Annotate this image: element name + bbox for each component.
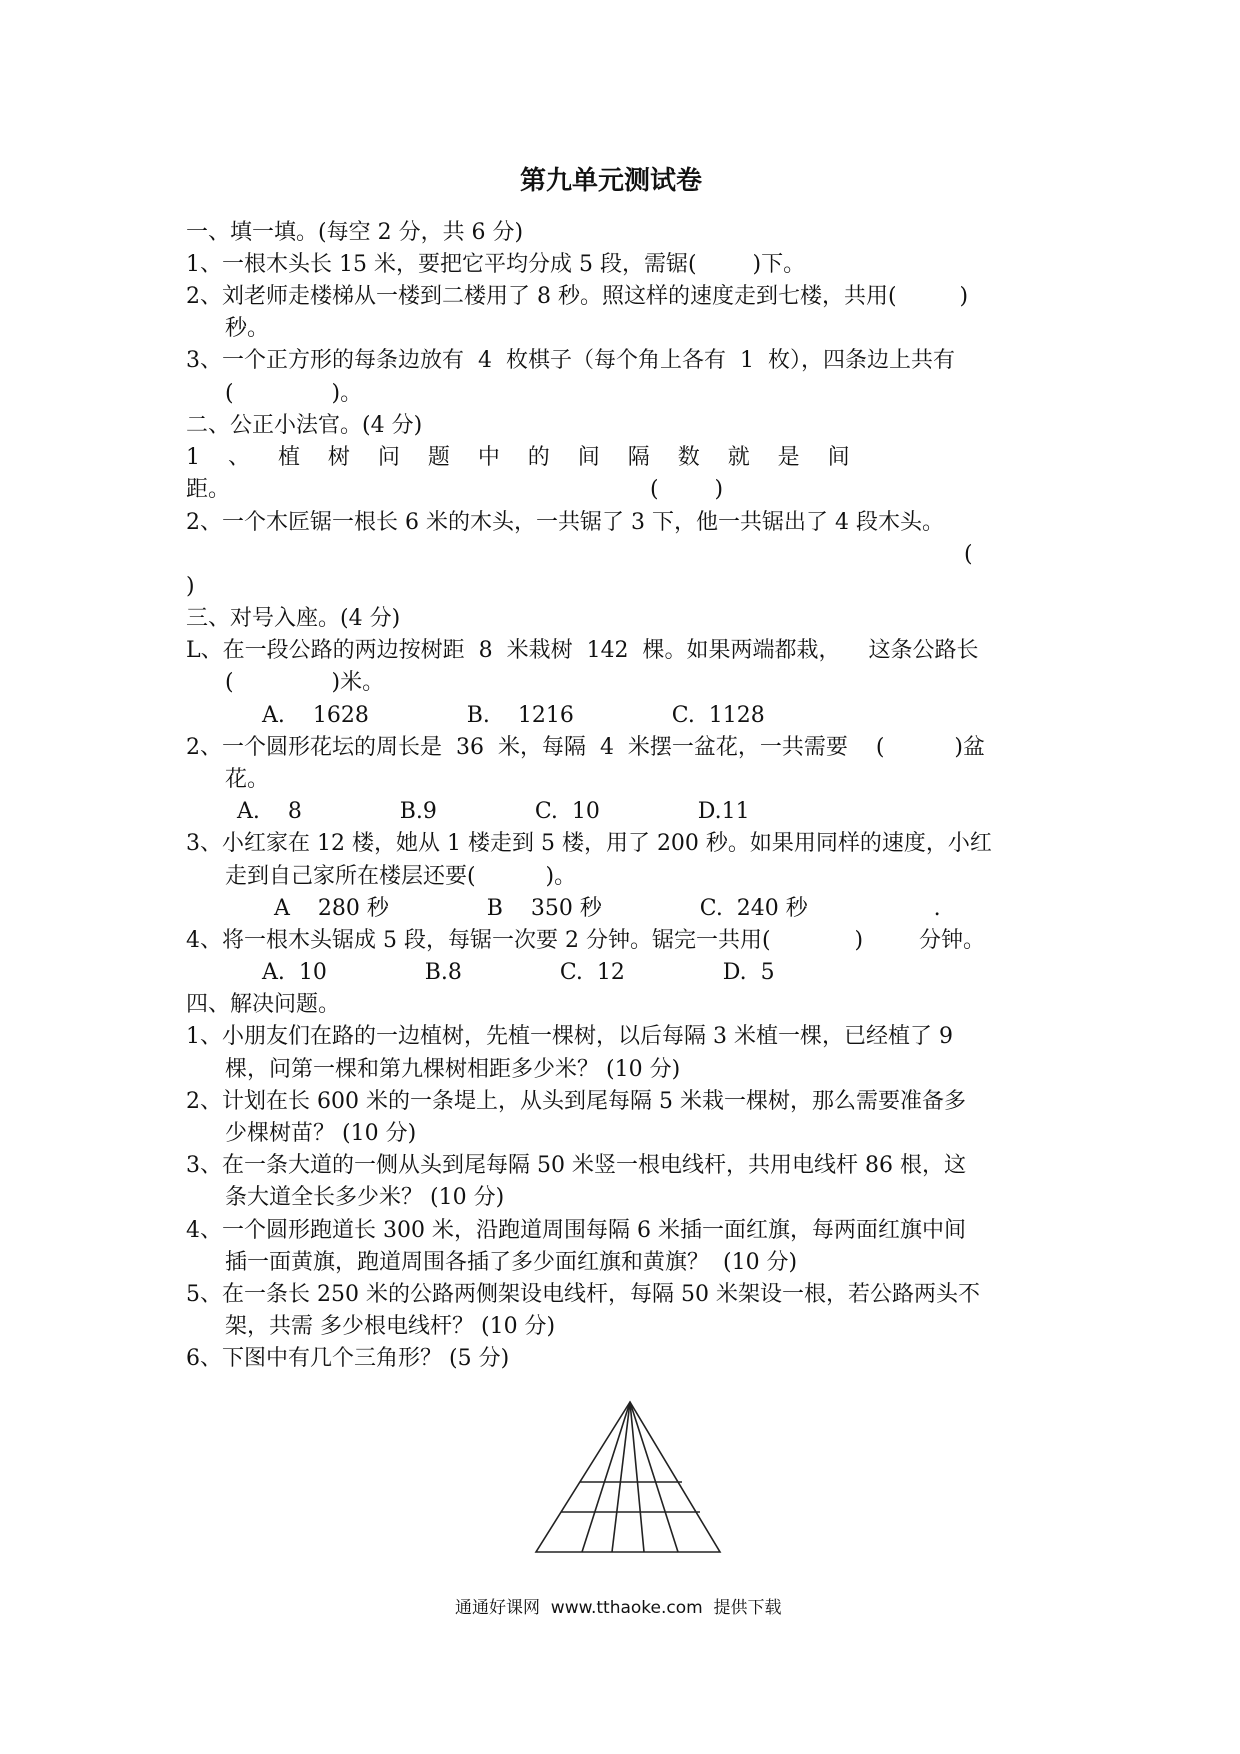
- question-3-2-line2: 花。: [225, 767, 270, 792]
- question-3-1-line1: L、在一段公路的两边按树距 8 米栽树 142 棵。如果两端都栽， 这条公路长: [186, 638, 979, 663]
- page-title: 第九单元测试卷: [520, 166, 703, 196]
- question-3-2-line1: 2、一个圆形花坛的周长是 36 米，每隔 4 米摆一盆花，一共需要 ( )盆: [186, 735, 986, 760]
- question-1-2-line2: 秒。: [225, 316, 270, 341]
- question-4-1-line2: 棵，问第一棵和第九棵树相距多少米？ (10 分): [225, 1057, 681, 1082]
- question-3-1-options: A. 1628 B. 1216 C. 1128: [262, 703, 765, 728]
- section-1-heading: 一、填一填。(每空 2 分，共 6 分): [186, 220, 524, 245]
- question-4-6: 6、下图中有几个三角形？ (5 分): [186, 1346, 510, 1371]
- answer-paren-open: (: [964, 542, 973, 567]
- question-3-3-line2: 走到自己家所在楼层还要( )。: [225, 864, 577, 889]
- question-3-1-line2: ( )米。: [225, 670, 385, 695]
- section-3-heading: 三、对号入座。(4 分): [186, 606, 401, 631]
- apex-ray: [582, 1402, 630, 1552]
- question-3-2-options: A. 8 B.9 C. 10 D.11: [237, 799, 750, 824]
- question-4-5-line1: 5、在一条长 250 米的公路两侧架设电线杆，每隔 50 米架设一根，若公路两头不: [186, 1282, 980, 1307]
- triangle-figure: [530, 1400, 750, 1560]
- question-3-4-options: A. 10 B.8 C. 12 D. 5: [262, 960, 775, 985]
- question-4-3-line1: 3、在一条大道的一侧从头到尾每隔 50 米竖一根电线杆，共用电线杆 86 根，这: [186, 1153, 966, 1178]
- answer-paren-close: ): [186, 574, 195, 599]
- question-1-3-line1: 3、一个正方形的每条边放有 4 枚棋子（每个角上各有 1 枚），四条边上共有: [186, 348, 955, 373]
- question-1-3-line2: ( )。: [225, 381, 363, 406]
- question-4-2-line1: 2、计划在长 600 米的一条堤上，从头到尾每隔 5 米栽一棵树，那么需要准备多: [186, 1089, 966, 1114]
- question-4-1-line1: 1、小朋友们在路的一边植树，先植一棵树，以后每隔 3 米植一棵，已经植了 9: [186, 1024, 953, 1049]
- question-2-1-line1: 1 、 植 树 问 题 中 的 间 隔 数 就 是 间: [186, 445, 850, 470]
- question-3-3-line1: 3、小红家在 12 楼，她从 1 楼走到 5 楼，用了 200 秒。如果用同样的速度，小红: [186, 831, 992, 856]
- question-4-2-line2: 少棵树苗？ (10 分): [225, 1121, 417, 1146]
- question-4-5-line2: 架，共需 多少根电线杆？ (10 分): [225, 1314, 556, 1339]
- answer-paren: ( ): [650, 477, 724, 502]
- question-3-3-options: A 280 秒 B 350 秒 C. 240 秒 .: [274, 896, 941, 921]
- footer-text: 通通好课网 www.tthaoke.com 提供下载: [455, 1598, 782, 1618]
- apex-ray: [612, 1402, 630, 1552]
- section-2-heading: 二、公正小法官。(4 分): [186, 413, 423, 438]
- question-3-4: 4、将一根木头锯成 5 段，每锯一次要 2 分钟。锯完一共用( ) 分钟。: [186, 928, 985, 953]
- question-2-2: 2、一个木匠锯一根长 6 米的木头，一共锯了 3 下，他一共锯出了 4 段木头。: [186, 510, 944, 535]
- section-4-heading: 四、解决问题。: [186, 992, 341, 1017]
- question-1-2-line1: 2、刘老师走楼梯从一楼到二楼用了 8 秒。照这样的速度走到七楼，共用( ): [186, 284, 969, 309]
- question-2-1-line2: 距。: [186, 477, 231, 502]
- question-4-3-line2: 条大道全长多少米？ (10 分): [225, 1185, 505, 1210]
- question-4-4-line1: 4、一个圆形跑道长 300 米，沿跑道周围每隔 6 米插一面红旗，每两面红旗中间: [186, 1218, 966, 1243]
- question-4-4-line2: 插一面黄旗，跑道周围各插了多少面红旗和黄旗？ (10 分): [225, 1250, 798, 1275]
- question-1-1: 1、一根木头长 15 米，要把它平均分成 5 段，需锯( )下。: [186, 252, 806, 277]
